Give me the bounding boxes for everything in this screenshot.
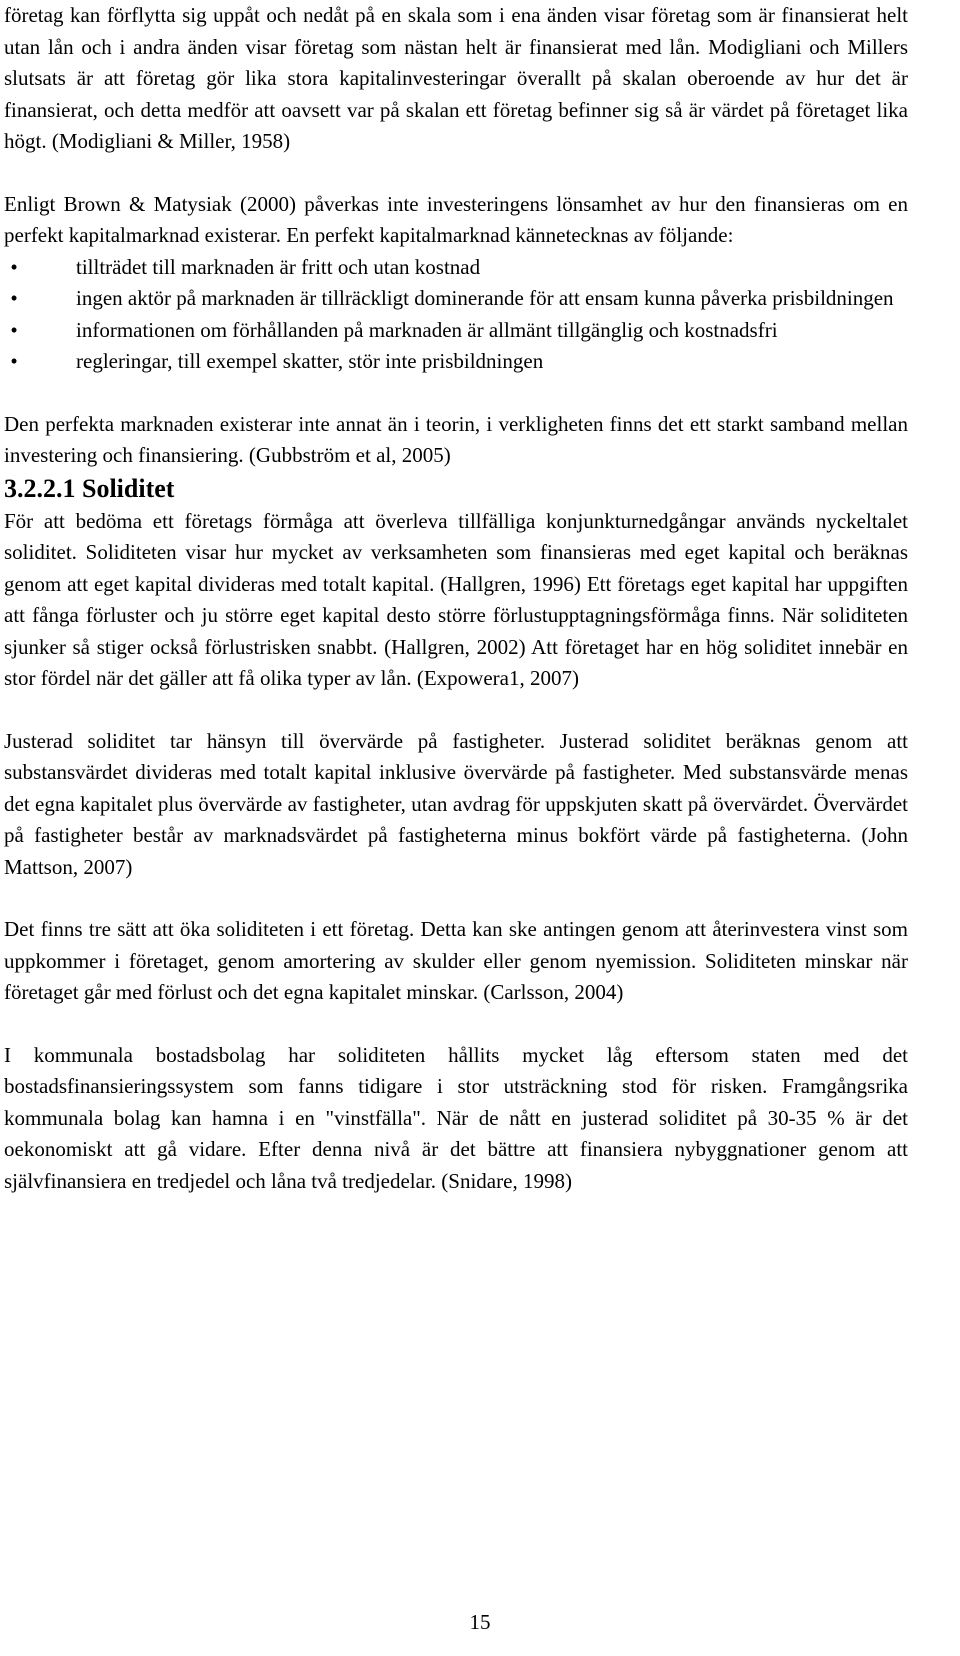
paragraph-kommunala-bostadsbolag: I kommunala bostadsbolag har soliditeten hållits mycket låg eftersom staten med det bostadsfinansieringssystem som fanns tidigare i stor utsträckning stod för risken. Framgångsrika kommunala bolag kan hamna i en "vinstfälla". När de nått en justerad soliditet på 30-35 % är det oekonomiskt att gå vidare. Efter denna nivå är det bättre att finansiera nybyggnationer genom att självfinansiera en tredjedel och låna två tredjedelar. (Snidare, 1998) xyxy=(4,1042,908,1193)
bullet-icon: • xyxy=(10,317,18,342)
paragraph-oka-soliditet: Det finns tre sätt att öka soliditeten i ett företag. Detta kan ske antingen genom att återinvestera vinst som uppkommer i företaget, genom amortering av skulder eller genom nyemission. Soliditeten minskar när företaget går med förlust och det egna kapitalet minskar. (Carlsson, 2004) xyxy=(4,917,908,1004)
paragraph-modigliani-miller: företag kan förflytta sig uppåt och nedåt på en skala som i ena änden visar företag som är finansierat helt utan lån och i andra änden visar företag som nästan helt är finansierat med lån. Modigliani och Millers slutsats är att företag gör lika stora kapitalinvesteringar överallt på skalan oberoende av hur det är finansierat, och detta medför att oavsett var på skalan ett företag befinner sig så är värdet på företaget lika högt. (Modigliani & Miller, 1958) xyxy=(4,3,908,153)
list-item xyxy=(4,252,908,284)
list-item xyxy=(4,315,908,347)
paragraph-justerad-soliditet: Justerad soliditet tar hänsyn till övervärde på fastigheter. Justerad soliditet beräknas genom att substansvärdet divideras med totalt kapital inklusive övervärde på fastigheter. Med substansvärde menas det egna kapitalet plus övervärde av fastigheter, utan avdrag för uppskjuten skatt på övervärdet. Övervärdet på fastigheter består av marknadsvärdet på fastigheterna minus bokfört värde på fastigheterna. (John Mattson, 2007) xyxy=(4,728,908,879)
bullet-icon: • xyxy=(10,254,18,279)
page-number: 15 xyxy=(469,1610,491,1634)
section-heading: 3.2.2.1 Soliditet xyxy=(4,473,175,503)
list-item-text: informationen om förhållanden på marknaden är allmänt tillgänglig och kostnadsfri xyxy=(76,317,778,342)
bullet-icon: • xyxy=(10,349,18,373)
list-item-text: tillträdet till marknaden är fritt och utan kostnad xyxy=(76,254,481,279)
paragraph-perfect-market-intro: Enligt Brown & Matysiak (2000) påverkas inte investeringens lönsamhet av hur den finansieras om en perfekt kapitalmarknad existerar. En perfekt kapitalmarknad kännetecknas av följande: xyxy=(4,191,908,247)
list-item xyxy=(4,346,908,378)
paragraph-soliditet: För att bedöma ett företags förmåga att överleva tillfälliga konjunkturnedgångar används nyckeltalet soliditet. Soliditeten visar hur mycket av verksamheten som finansieras med eget kapital och beräknas genom att eget kapital divideras med totalt kapital. (Hallgren, 1996) Ett företags eget kapital har uppgiften att fånga förluster och ju större eget kapital desto större förlustupptagningsförmåga finns. När soliditeten sjunker så stiger också förlustrisken snabbt. (Hallgren, 2002) Att företaget har en hög soliditet innebär en stor fördel när det gäller att få olika typer av lån. (Expowera1, 2007) xyxy=(4,508,908,690)
list-item-text: regleringar, till exempel skatter, stör inte prisbildningen xyxy=(76,349,544,373)
paragraph-perfect-market-theory: Den perfekta marknaden existerar inte annat än i teorin, i verkligheten finns det ett starkt samband mellan investering och finansiering. (Gubbström et al, 2005) xyxy=(4,411,908,467)
list-item-text: ingen aktör på marknaden är tillräckligt dominerande för att ensam kunna påverka prisbildningen xyxy=(76,286,894,310)
bullet-list-perfect-market xyxy=(4,252,908,378)
bullet-icon: • xyxy=(10,286,18,310)
list-item xyxy=(4,283,908,315)
document-page xyxy=(4,0,908,1197)
